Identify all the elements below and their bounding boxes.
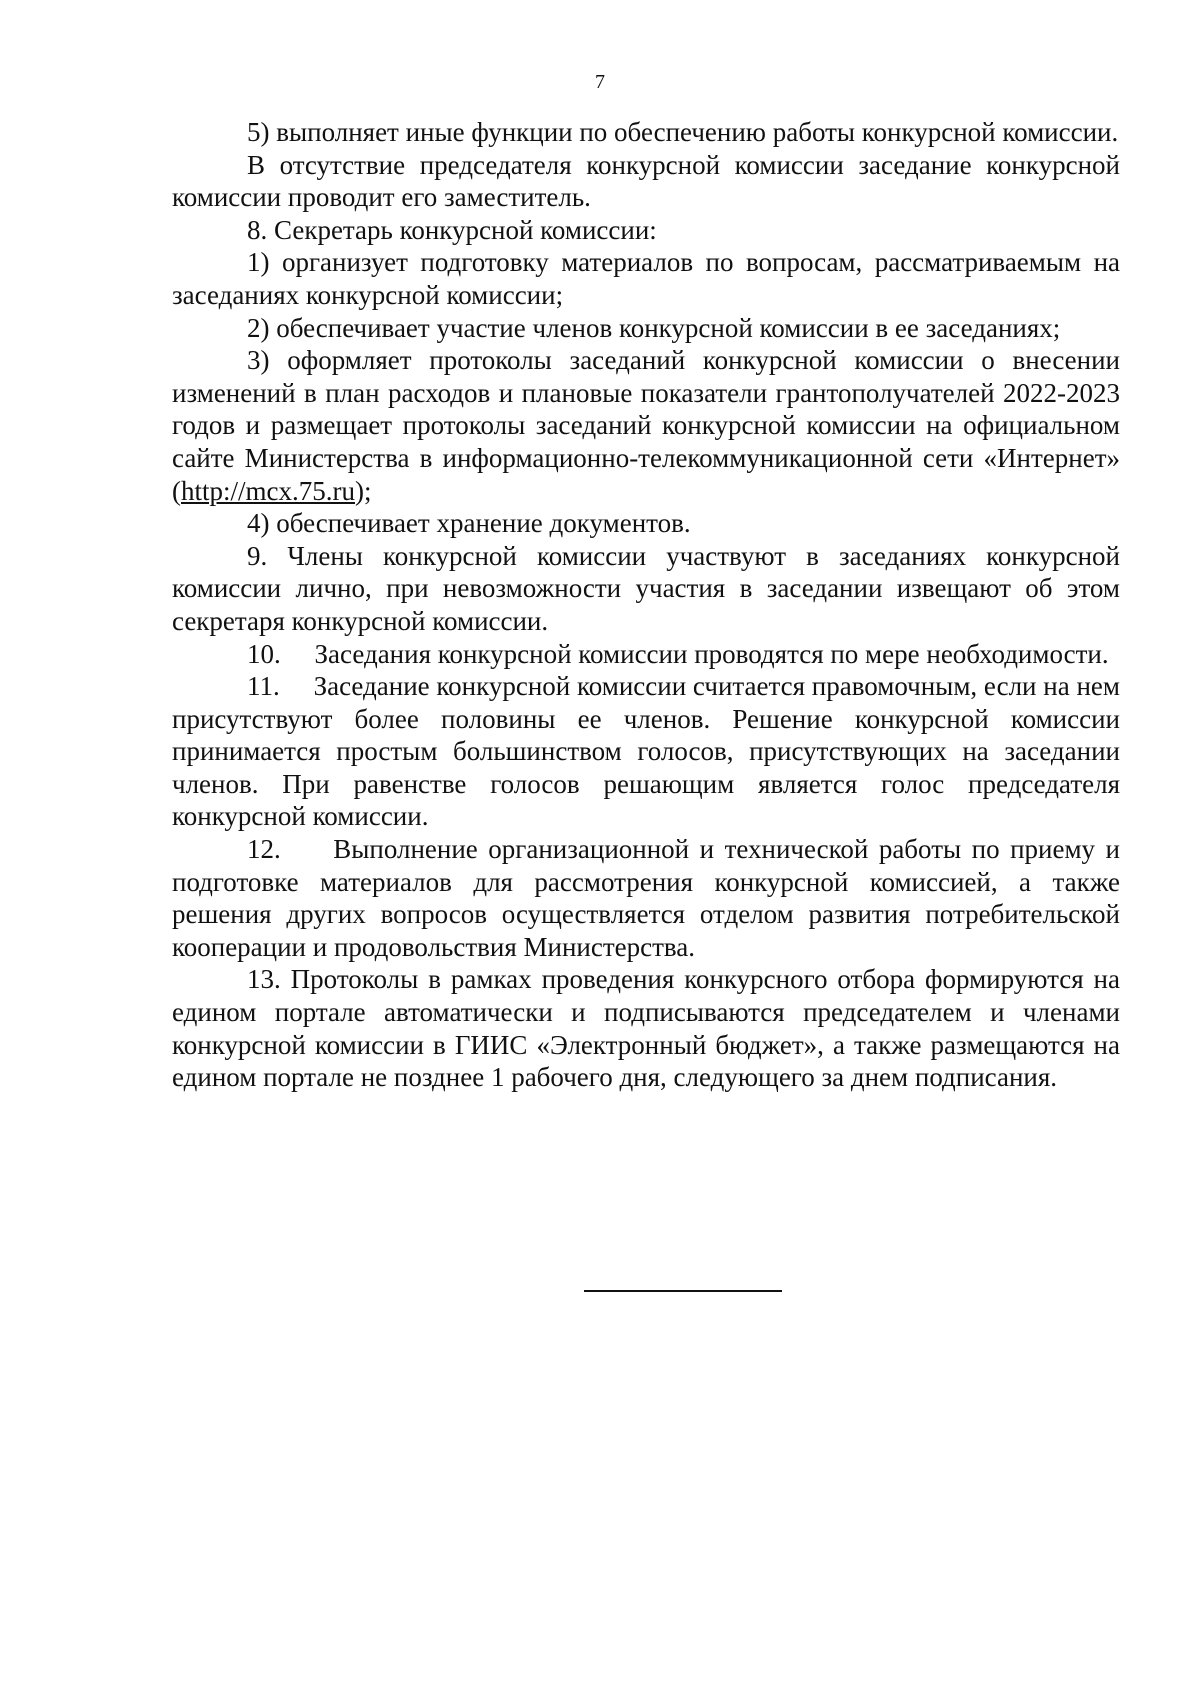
paragraph-secretary-item-1: 1) организует подготовку материалов по вопросам, рассматриваемым на заседаниях конкурсной комиссии; — [172, 247, 1120, 310]
paragraph-13-protocols: 13. Протоколы в рамках проведения конкурсного отбора формируются на едином портале автоматически и подписываются председателем и членами конкурсной комиссии в ГИИС «Электронный бюджет», а также размещаются на едином портале не позднее 1 рабочего дня, следующего за днем подписания. — [172, 964, 1120, 1093]
paragraph-item-5: 5) выполняет иные функции по обеспечению работы конкурсной комиссии. — [247, 117, 1119, 147]
paragraph-deputy-chair: В отсутствие председателя конкурсной комиссии заседание конкурсной комиссии проводит его заместитель. — [172, 149, 1120, 213]
paragraph-9-members: 9. Члены конкурсной комиссии участвуют в заседаниях конкурсной комиссии лично, при невозможности участия в заседании извещают об этом секретаря конкурсной комиссии. — [172, 540, 1120, 636]
end-of-document-rule — [584, 1290, 782, 1292]
paragraph-secretary-item-4: 4) обеспечивает хранение документов. — [247, 508, 691, 539]
page-number: 7 — [595, 71, 605, 93]
paragraph-secretary-item-2: 2) обеспечивает участие членов конкурсной комиссии в ее заседаниях; — [247, 312, 1061, 343]
ministry-website-link[interactable]: http://mcx.75.ru — [181, 475, 355, 506]
paragraph-secretary-item-3-text: 3) оформляет протоколы заседаний конкурсной комиссии о внесении изменений в план расходов и плановые показатели грантополучателей 2022-2023 годов и размещает протоколы заседаний конкурсной комиссии на официальном сайте Министерства в информационно-телекоммуникационной сети «Интернет» ( — [172, 345, 1120, 506]
paragraph-secretary-item-3-end: ); — [354, 475, 372, 506]
paragraph-10-meetings: 10. Заседания конкурсной комиссии проводятся по мере необходимости. — [247, 638, 1109, 669]
paragraph-secretary-item-3 — [172, 344, 1120, 507]
paragraph-12-organization: 12. Выполнение организационной и технической работы по приему и подготовке материалов для рассмотрения конкурсной комиссией, а также решения других вопросов осуществляется отделом развития потребительской кооперации и продовольствия Министерства. — [172, 834, 1120, 962]
paragraph-11-quorum: 11. Заседание конкурсной комиссии считается правомочным, если на нем присутствуют более половины ее членов. Решение конкурсной комиссии принимается простым большинством голосов, присутствующих на заседании членов. При равенстве голосов решающим является голос председателя конкурсной комиссии. — [172, 671, 1120, 832]
document-body — [172, 116, 1120, 1094]
paragraph-8-secretary: 8. Секретарь конкурсной комиссии: — [247, 214, 657, 245]
